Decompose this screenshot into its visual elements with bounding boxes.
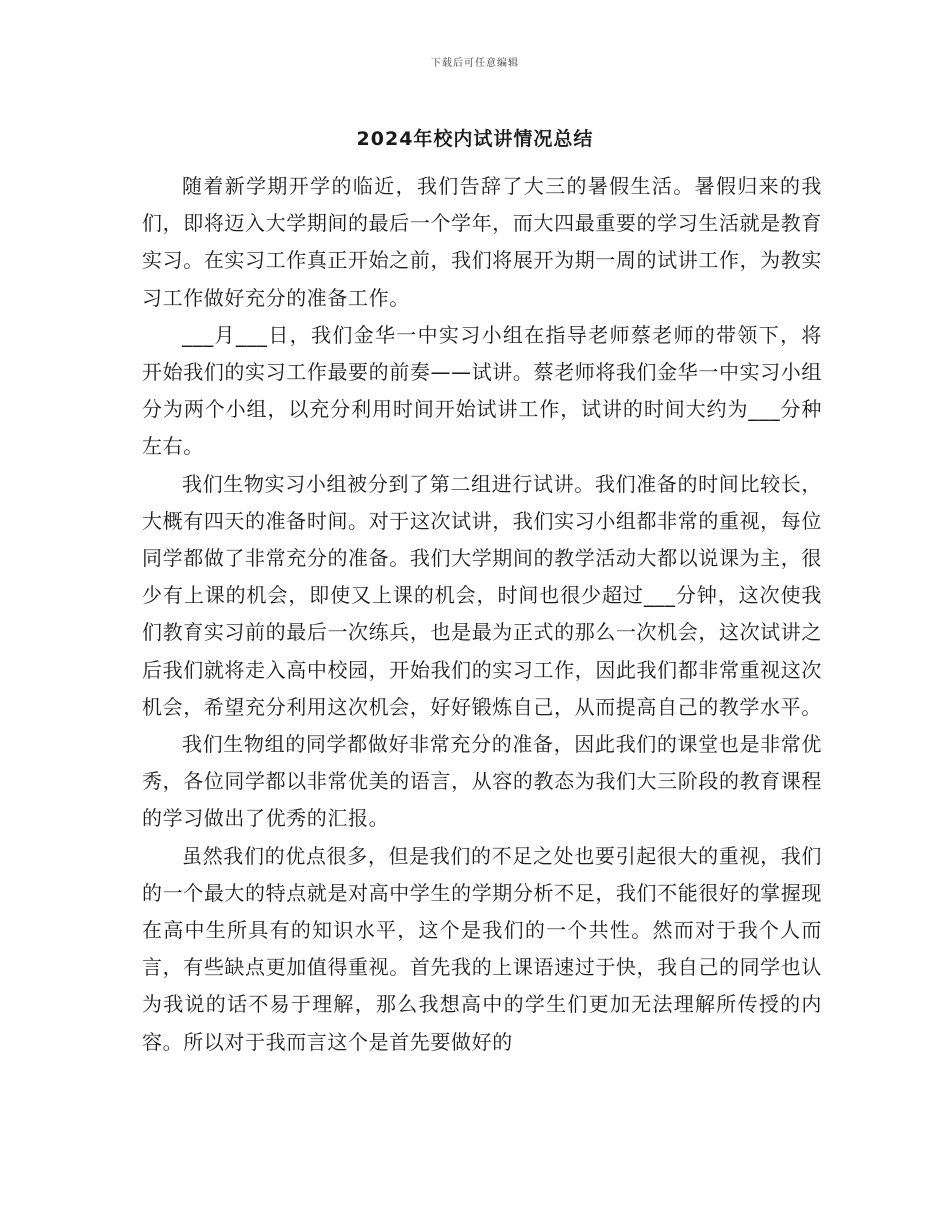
- paragraph: ___月___日，我们金华一中实习小组在指导老师蔡老师的带领下，将开始我们的实习工作最要的前奏——试讲。蔡老师将我们金华一中实习小组分为两个小组，以充分利用时间开始试讲工作，试讲的时间大约为___分种左右。: [142, 322, 822, 459]
- document-title: 2024年校内试讲情况总结: [356, 128, 594, 150]
- paragraph: 虽然我们的优点很多，但是我们的不足之处也要引起很大的重视，我们的一个最大的特点就是对高中学生的学期分析不足，我们不能很好的掌握现在高中生所具有的知识水平，这个是我们的一个共性。然而对于我个人而言，有些缺点更加值得重视。首先我的上课语速过于快，我自己的同学也认为我说的话不易于理解，那么我想高中的学生们更加无法理解所传授的内容。所以对于我而言这个是首先要做好的: [142, 843, 822, 1054]
- header-note: 下载后可任意编辑: [431, 58, 519, 69]
- paragraph: 我们生物组的同学都做好非常充分的准备，因此我们的课堂也是非常优秀，各位同学都以非常优美的语言，从容的教态为我们大三阶段的教育课程的学习做出了优秀的汇报。: [142, 732, 822, 831]
- document-body: [142, 168, 822, 1061]
- paragraph: 随着新学期开学的临近，我们告辞了大三的暑假生活。暑假归来的我们，即将迈入大学期间的最后一个学年，而大四最重要的学习生活就是教育实习。在实习工作真正开始之前，我们将展开为期一周的试讲工作，为教实习工作做好充分的准备工作。: [142, 174, 822, 310]
- paragraph: 我们生物实习小组被分到了第二组进行试讲。我们准备的时间比较长，大概有四天的准备时间。对于这次试讲，我们实习小组都非常的重视，每位同学都做了非常充分的准备。我们大学期间的教学活动大都以说课为主，很少有上课的机会，即使又上课的机会，时间也很少超过___分钟，这次使我们教育实习前的最后一次练兵，也是最为正式的那么一次机会，这次试讲之后我们就将走入高中校园，开始我们的实习工作，因此我们都非常重视这次机会，希望充分利用这次机会，好好锻炼自己，从而提高自己的教学水平。: [142, 471, 822, 719]
